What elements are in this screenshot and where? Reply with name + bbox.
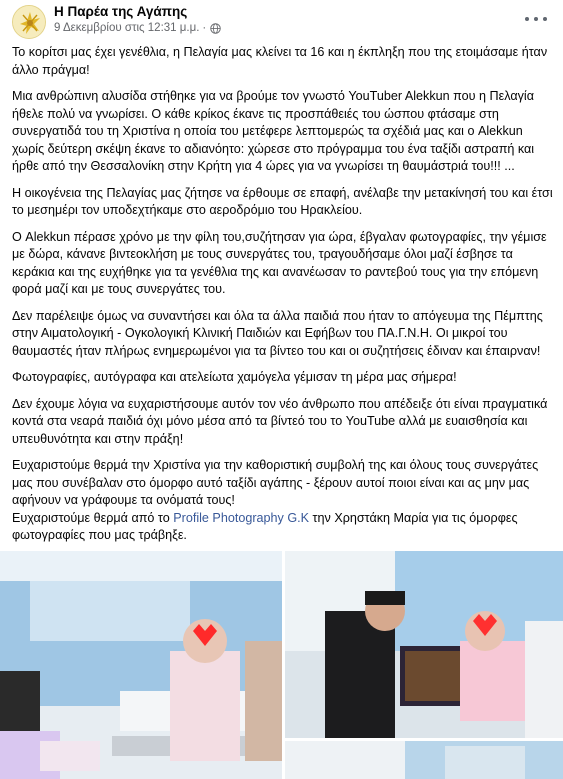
meta-separator: · [202,22,207,34]
more-horizontal-icon[interactable] [525,10,547,28]
photo-icon [0,551,282,779]
page-name-link[interactable]: Η Παρέα της Αγάπης [54,4,188,19]
post-text [12,44,557,554]
photo-grid [0,551,563,779]
photo-item[interactable] [285,551,563,738]
photographer-link[interactable]: Profile Photography G.K [173,510,310,525]
post-paragraph: Η οικογένεια της Πελαγίας μας ζήτησε να έρθουμε σε επαφή, ανέλαβε την μετακίνησή του και έτσι το μεσημέρι τον υποδεχτήκαμε στο αεροδρόμιο του Ηρακλείου. [12,185,553,217]
credits-suffix: την Χρηστάκη Μαρία για τις όμορφες φωτογραφίες που μας τράβηξε. [12,510,518,542]
post-meta [54,22,221,34]
post-paragraph: Ευχαριστούμε θερμά την Χριστίνα για την καθοριστική συμβολή της και όλους τους συνεργάτες μας που συνέβαλαν στο όμορφο αυτό ταξίδι αγάπης - ξέρουν αυτοί ποιοι είναι και ας μην μας αφήνουν να γράφουμε τα ονόματά τους! [12,458,539,507]
photo-icon [285,741,563,779]
post-paragraph: Μια ανθρώπινη αλυσίδα στήθηκε για να βρούμε τον γνωστό YouTuber Alekkun που η Πελαγία ήθελε πολύ να γνωρίσει. Ο κάθε κρίκος έκανε τις προσπάθειές του ώσπου φτάσαμε στη συνεργατιδά του τη Χριστίνα η οποία του μετέφερε λεπτομερώς τα σχέδιά μας και ο Alekkun χωρίς δεύτερη σκέψη έκανε το αδιανόητο: χώρεσε στο πρόγραμμα του ένα ταξίδι αστραπή και ήρθε από την Θεσσαλονίκη στην Κρήτη για 4 ώρες για να γνωρίσει τη θαυμάστριά του!!! ... [12,89,535,173]
post-paragraph: Φωτογραφίες, αυτόγραφα και ατελείωτα χαμόγελα γέμισαν τη μέρα μας σήμερα! [12,370,457,384]
post-paragraph: Το κορίτσι μας έχει γενέθλια, η Πελαγία μας κλείνει τα 16 και η έκπληξη που της ετοιμάσαμε ήταν άλλο πράγμα! [12,45,548,77]
post-header [0,0,563,40]
globe-icon[interactable] [210,23,221,34]
credits-prefix: Ευχαριστούμε θερμά από το [12,510,174,525]
post-paragraph-credits [12,510,557,545]
post-paragraph: Δεν έχουμε λόγια να ευχαριστήσουμε αυτόν τον νέο άνθρωπο που απέδειξε ότι είναι πραγματικά κοντά στα νεαρά παιδιά όχι μόνο μέσα από τα βίντεό του το YouTube αλλά με ευαισθησία και υπευθυνότητα και στην πράξη! [12,396,548,446]
page-avatar[interactable] [12,5,46,39]
photo-item[interactable] [0,551,282,779]
photo-icon [285,551,563,738]
page-logo-icon [13,6,46,39]
post-timestamp[interactable]: 9 Δεκεμβρίου στις 12:31 μ.μ. [54,22,200,34]
photo-item[interactable] [285,741,563,779]
post-paragraph: Δεν παρέλειψε όμως να συναντήσει και όλα τα άλλα παιδιά που ήταν το απόγευμα της Πέμπτης στην Αιματολογική - Ογκολογική Κλινική Παιδιών και Εφήβων του ΠΑ.Γ.Ν.Η. Οι μικροί του θαυμαστές ήταν πλήρως ενημερωμένοι για τα βίντεο του και οι συζητήσεις έδιναν και έπαιρναν! [12,308,543,358]
post-paragraph: Ο Alekkun πέρασε χρόνο με την φίλη του,συζήτησαν για ώρα, έβγαλαν φωτογραφίες, την γέμισε με δώρα, κάνανε βιντεοκλήση με τους συνεργάτες του, τραγουδήσαμε όλοι μαζί έσβησε τα κεράκια και της ευχήθηκε για τα γενέθλια της και ανανέωσαν το ραντεβού τους για την επόμενη φορά μαζί και με τους συνεργάτες του. [12,229,547,296]
